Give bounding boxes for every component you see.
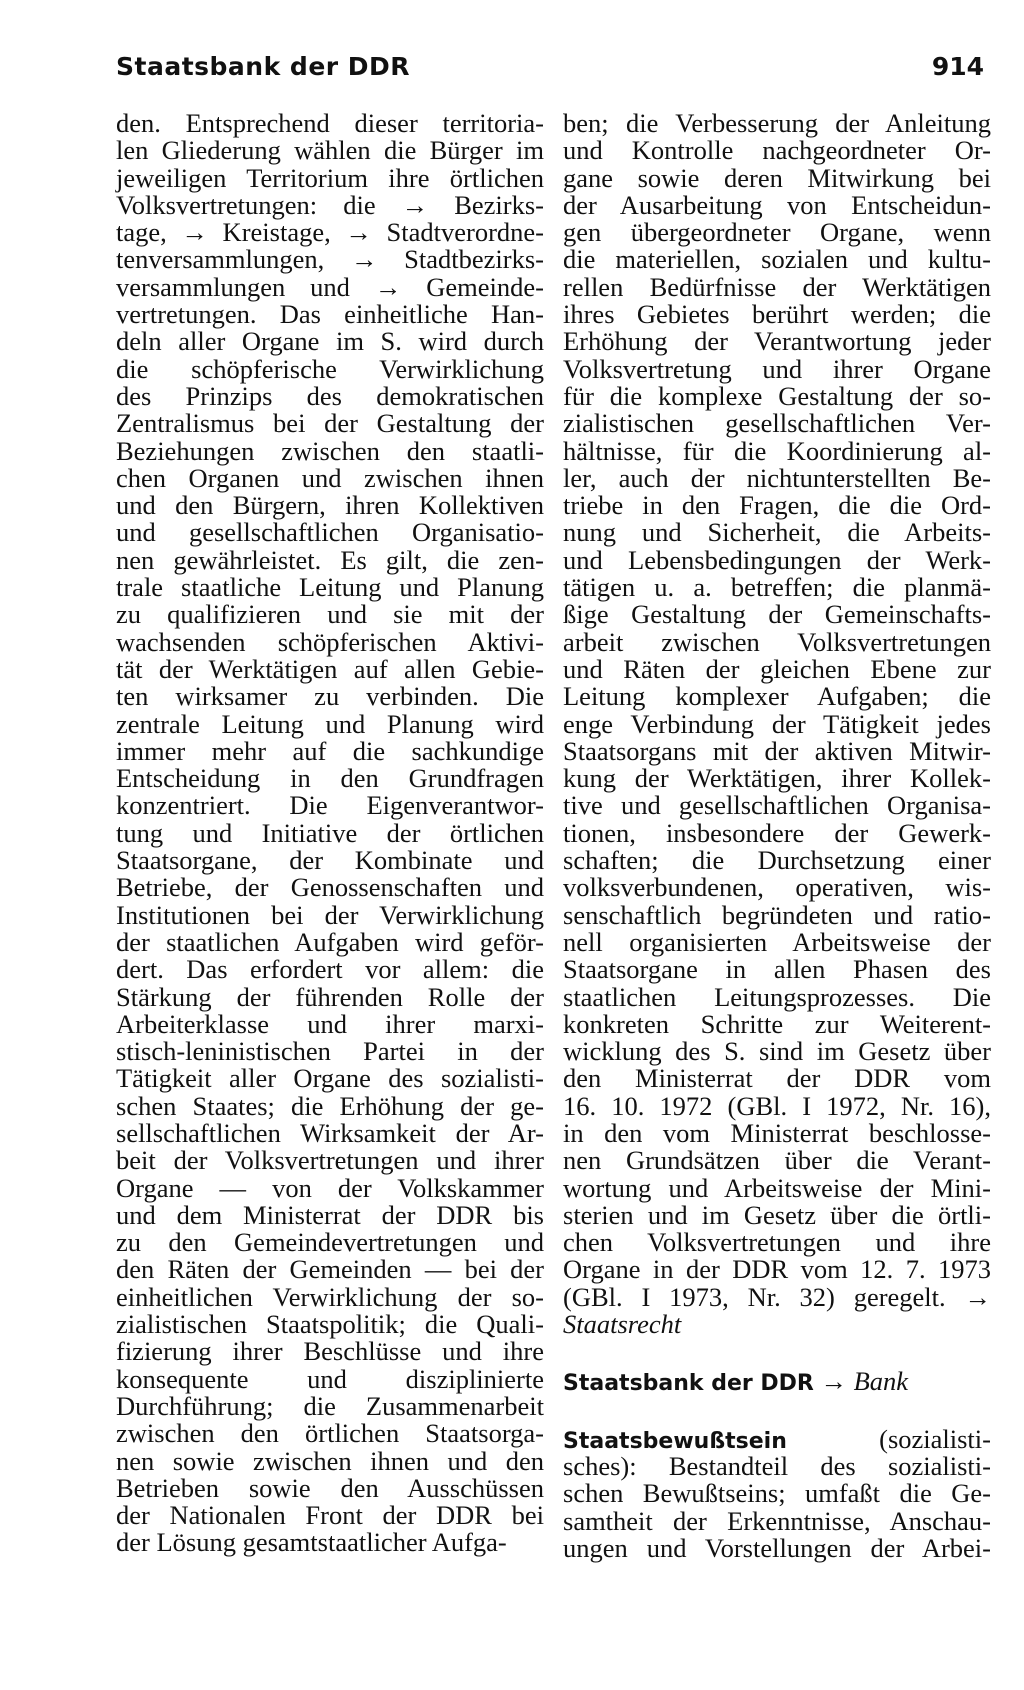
- right-column-line: triebe in den Fragen, die die Ord-: [563, 490, 991, 521]
- entry-staatsbank: [563, 1368, 991, 1395]
- right-column-line: arbeit zwischen Volksvertretungen: [563, 626, 991, 657]
- left-column-line: und dem Ministerrat der DDR bis: [116, 1199, 544, 1230]
- left-column-line: wachsenden schöpferischen Aktivi-: [116, 626, 544, 657]
- left-column-line: dert. Das erfordert vor allem: die: [116, 954, 544, 985]
- right-column-line: staatlichen Leitungsprozesses. Die: [563, 981, 991, 1012]
- right-column-line: Erhöhung der Verantwortung jeder: [563, 326, 991, 357]
- right-column-line: Leitung komplexer Aufgaben; die: [563, 681, 991, 712]
- left-column-line: den. Entsprechend dieser territoria-: [116, 108, 544, 138]
- left-column-line: und gesellschaftlichen Organisatio-: [116, 517, 544, 548]
- left-column-line: des Prinzips des demokratischen: [116, 380, 544, 411]
- left-column-line: tät der Werktätigen auf allen Gebie-: [116, 653, 544, 684]
- left-column-line: konsequente und disziplinierte: [116, 1363, 544, 1394]
- staatsbewusstsein-line: schen Bewußtseins; umfaßt die Ge-: [563, 1478, 991, 1509]
- right-column-line: (GBl. I 1973, Nr. 32) geregelt. →: [563, 1281, 991, 1312]
- left-column-line: deln aller Organe im S. wird durch: [116, 326, 544, 357]
- headword-staatsbank: Staatsbank der DDR: [563, 1371, 814, 1397]
- right-column-line: in den vom Ministerrat beschlosse-: [563, 1117, 991, 1148]
- left-column-line: Institutionen bei der Verwirklichung: [116, 899, 544, 930]
- page-header: [116, 52, 984, 96]
- right-column-line: wicklung des S. sind im Gesetz über: [563, 1036, 991, 1067]
- right-column-body: [563, 110, 991, 1311]
- right-column-line: tive und gesellschaftlichen Organisa-: [563, 790, 991, 821]
- left-column-line: konzentriert. Die Eigenverantwor-: [116, 790, 544, 821]
- right-column-line: sterien und im Gesetz über die örtli-: [563, 1199, 991, 1230]
- staatsbewusstsein-line: samtheit der Erkenntnisse, Anschau-: [563, 1505, 991, 1536]
- left-column-line: len Gliederung wählen die Bürger im: [116, 135, 544, 166]
- cross-reference-staatsrecht[interactable]: Staatsrecht: [563, 1309, 682, 1340]
- right-column-line: nung und Sicherheit, die Arbeits-: [563, 517, 991, 548]
- left-column-line: trale staatliche Leitung und Planung: [116, 572, 544, 603]
- left-column-line: sellschaftlichen Wirksamkeit der Ar-: [116, 1117, 544, 1148]
- left-column-line: der Nationalen Front der DDR bei: [116, 1500, 544, 1531]
- right-column-line: und Räten der gleichen Ebene zur: [563, 653, 991, 684]
- right-column-line: enge Verbindung der Tätigkeit jedes: [563, 708, 991, 739]
- right-column-line: volksverbundenen, operativen, wis-: [563, 872, 991, 903]
- headword-staatsbewusstsein: Staatsbewußtsein: [563, 1428, 787, 1454]
- right-column-line: gane sowie deren Mitwirkung bei: [563, 162, 991, 193]
- left-column-line: Entscheidung in den Grundfragen: [116, 763, 544, 794]
- right-column-line: rellen Bedürfnisse der Werktätigen: [563, 271, 991, 302]
- right-column-line: chen Volksvertretungen und ihre: [563, 1227, 991, 1258]
- left-column-line: Zentralismus bei der Gestaltung der: [116, 408, 544, 439]
- right-column-line: und Lebensbedingungen der Werk-: [563, 544, 991, 575]
- left-column-line: schen Staates; die Erhöhung der ge-: [116, 1090, 544, 1121]
- left-column-line: den Räten der Gemeinden — bei der: [116, 1254, 544, 1285]
- left-column-line: ten wirksamer zu verbinden. Die: [116, 681, 544, 712]
- left-column-line: Arbeiterklasse und ihrer marxi-: [116, 1008, 544, 1039]
- right-column-line: tätigen u. a. betreffen; die planmä-: [563, 572, 991, 603]
- staatsbewusstsein-line: sches): Bestandteil des sozialisti-: [563, 1450, 991, 1481]
- left-column-line: Volksvertretungen: die → Bezirks-: [116, 189, 544, 220]
- right-column-line: ben; die Verbesserung der Anleitung: [563, 108, 991, 138]
- entry-staatsbewusstsein-first-line: [563, 1423, 991, 1454]
- right-column-line: wortung und Arbeitsweise der Mini-: [563, 1172, 991, 1203]
- staatsbewusstsein-line: ungen und Vorstellungen der Arbei-: [563, 1532, 991, 1563]
- right-column-line: Staatsorgane in allen Phasen des: [563, 954, 991, 985]
- left-column-line: immer mehr auf die sachkundige: [116, 735, 544, 766]
- right-column-line: die materiellen, sozialen und kultu-: [563, 244, 991, 275]
- right-column-line: senschaftlich begründeten und ratio-: [563, 899, 991, 930]
- left-column-line: zu den Gemeindevertretungen und: [116, 1227, 544, 1258]
- right-column-line: nell organisierten Arbeitsweise der: [563, 926, 991, 957]
- left-column-line: Tätigkeit aller Organe des sozialisti-: [116, 1063, 544, 1094]
- right-column-line: kung der Werktätigen, ihrer Kollek-: [563, 763, 991, 794]
- running-head: Staatsbank der DDR: [116, 52, 411, 81]
- left-column-line: Beziehungen zwischen den staatli-: [116, 435, 544, 466]
- right-column-line: ler, auch der nichtunterstellten Be-: [563, 462, 991, 493]
- right-column-line: gen übergeordneter Organe, wenn: [563, 217, 991, 248]
- left-column-line: beit der Volksvertretungen und ihrer: [116, 1145, 544, 1176]
- left-column-line: einheitlichen Verwirklichung der so-: [116, 1281, 544, 1312]
- left-column-line: nen sowie zwischen ihnen und den: [116, 1445, 544, 1476]
- left-column-line: zwischen den örtlichen Staatsorga-: [116, 1418, 544, 1449]
- left-column-line: zialistischen Staatspolitik; die Quali-: [116, 1309, 544, 1340]
- left-column-line: Betrieben sowie den Ausschüssen: [116, 1472, 544, 1503]
- left-column-line: zu qualifizieren und sie mit der: [116, 599, 544, 630]
- right-column-line: zialistischen gesellschaftlichen Ver-: [563, 408, 991, 439]
- left-column-line: der Lösung gesamtstaatlicher Aufga-: [116, 1527, 507, 1558]
- left-column-line: Durchführung; die Zusammenarbeit: [116, 1390, 544, 1421]
- left-column-line: und den Bürgern, ihren Kollektiven: [116, 490, 544, 521]
- right-column-line: Staatsorgans mit der aktiven Mitwir-: [563, 735, 991, 766]
- left-column-line: Betriebe, der Genossenschaften und: [116, 872, 544, 903]
- right-column-line: und Kontrolle nachgeordneter Or-: [563, 135, 991, 166]
- right-column-line: ßige Gestaltung der Gemeinschafts-: [563, 599, 991, 630]
- left-column-line: tung und Initiative der örtlichen: [116, 817, 544, 848]
- right-column-line: nen Grundsätzen über die Verant-: [563, 1145, 991, 1176]
- left-column-line: jeweiligen Territorium ihre örtlichen: [116, 162, 544, 193]
- arrow-icon: →: [820, 1366, 847, 1397]
- right-column: [563, 110, 991, 1562]
- left-column-line: versammlungen und → Gemeinde-: [116, 271, 544, 302]
- left-column-line: chen Organen und zwischen ihnen: [116, 462, 544, 493]
- right-column-line: für die komplexe Gestaltung der so-: [563, 380, 991, 411]
- left-column-line: stisch-leninistischen Partei in der: [116, 1036, 544, 1067]
- right-column-line: tionen, insbesondere der Gewerk-: [563, 817, 991, 848]
- left-column: [116, 110, 544, 1557]
- left-column-line: zentrale Leitung und Planung wird: [116, 708, 544, 739]
- left-column-line: nen gewährleistet. Es gilt, die zen-: [116, 544, 544, 575]
- page-number: 914: [931, 52, 984, 81]
- right-column-line: ihres Gebietes berührt werden; die: [563, 299, 991, 330]
- right-column-line: Organe in der DDR vom 12. 7. 1973: [563, 1254, 991, 1285]
- left-column-line: Organe — von der Volkskammer: [116, 1172, 544, 1203]
- right-column-line: schaften; die Durchsetzung einer: [563, 845, 991, 876]
- right-column-line: den Ministerrat der DDR vom: [563, 1063, 991, 1094]
- right-column-line: konkreten Schritte zur Weiterent-: [563, 1008, 991, 1039]
- right-column-line: der Ausarbeitung von Entscheidun-: [563, 189, 991, 220]
- left-column-line: die schöpferische Verwirklichung: [116, 353, 544, 384]
- left-column-line: fizierung ihrer Beschlüsse und ihre: [116, 1336, 544, 1367]
- cross-reference-bank[interactable]: Bank: [853, 1366, 909, 1397]
- left-column-line: der staatlichen Aufgaben wird geför-: [116, 926, 544, 957]
- entry-staatsbewusstsein-body: [563, 1450, 991, 1563]
- definition-start: (sozialisti-: [879, 1423, 991, 1454]
- left-column-line: Stärkung der führenden Rolle der: [116, 981, 544, 1012]
- left-column-line: tenversammlungen, → Stadtbezirks-: [116, 244, 544, 275]
- left-column-line: Staatsorgane, der Kombinate und: [116, 845, 544, 876]
- left-column-line: tage, → Kreistage, → Stadtverordne-: [116, 217, 544, 248]
- left-column-line: vertretungen. Das einheitliche Han-: [116, 299, 544, 330]
- right-column-line: hältnisse, für die Koordinierung al-: [563, 435, 991, 466]
- right-column-line: Volksvertretung und ihrer Organe: [563, 353, 991, 384]
- right-column-line: 16. 10. 1972 (GBl. I 1972, Nr. 16),: [563, 1090, 991, 1121]
